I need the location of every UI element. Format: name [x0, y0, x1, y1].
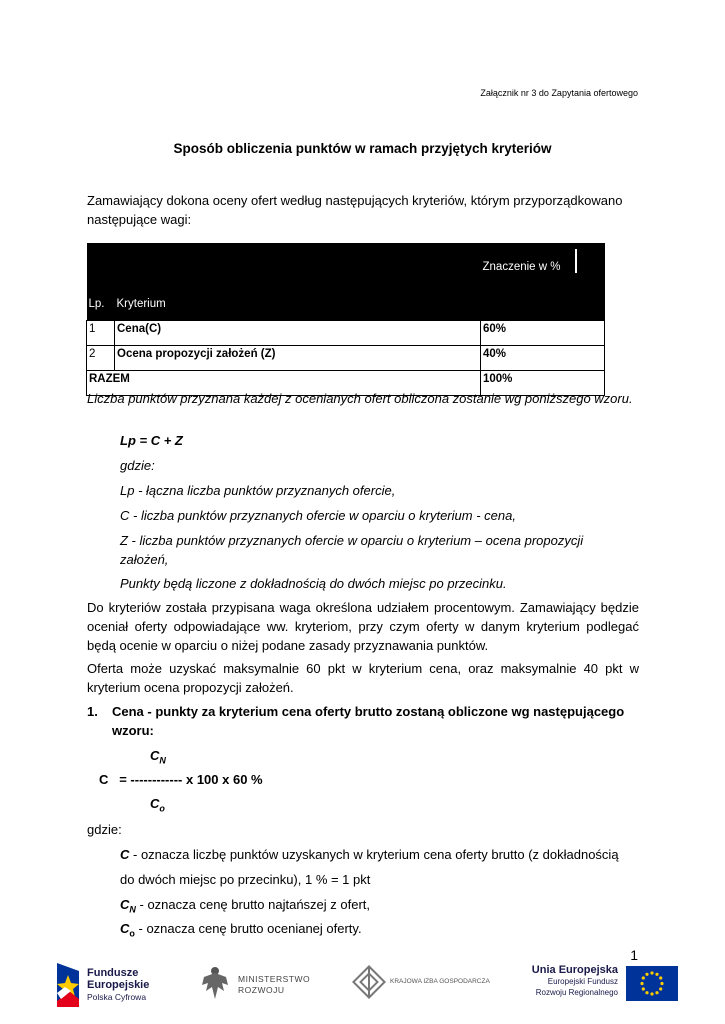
- cell-weight: 40%: [481, 346, 605, 371]
- fe-line1: Fundusze: [87, 967, 139, 979]
- table-row: [87, 346, 605, 371]
- fe-line2: Europejskie: [87, 979, 150, 991]
- numerator-subscript: N: [159, 755, 166, 766]
- denominator-subscript: o: [159, 803, 165, 814]
- fraction-formula: C = ------------ x 100 x 60 %: [99, 772, 263, 787]
- cell-lp: 2: [87, 346, 115, 371]
- formula-where: gdzie:: [120, 458, 155, 473]
- ministerstwo-rozwoju-logo: [200, 963, 310, 1008]
- kig-label: KRAJOWA IZBA GOSPODARCZA: [390, 978, 490, 985]
- fe-line3: Polska Cyfrowa: [87, 992, 147, 1002]
- eu-line1: Unia Europejska: [531, 964, 618, 976]
- cell-criterion: Ocena propozycji założeń (Z): [115, 346, 481, 371]
- co-symbol: C: [120, 921, 130, 936]
- eu-line3: Rozwoju Regionalnego: [535, 988, 618, 997]
- cn-subscript: N: [129, 904, 136, 915]
- page-number: 1: [630, 947, 638, 963]
- co-meaning-text: - oznacza cenę brutto ocenianej oferty.: [134, 921, 362, 936]
- criteria-table: [86, 243, 605, 396]
- intro-paragraph: Zamawiający dokona oceny ofert według następujących kryteriów, którym przyporządkowano następujące wagi:: [87, 193, 623, 227]
- table-row: [87, 321, 605, 346]
- cell-lp: 1: [87, 321, 115, 346]
- kig-logo: [352, 965, 492, 1005]
- fraction-numerator: [150, 746, 166, 771]
- annex-label: Załącznik nr 3 do Zapytania ofertowego: [480, 88, 638, 98]
- formula-intro: Liczba punktów przyznana każdej z ocenianych ofert obliczona zostanie wg poniższego wzoru.: [87, 391, 633, 406]
- c-meaning-line1: [120, 845, 640, 864]
- section-heading: Cena - punkty za kryterium cena oferty brutto zostaną obliczone wg następującego wzoru:: [112, 704, 625, 738]
- header-znaczenie-label: Znaczenie w %: [482, 261, 561, 273]
- section-number: 1.: [87, 704, 98, 719]
- cn-symbol: C: [120, 897, 130, 912]
- weights-paragraph: Do kryteriów została przypisana waga określona udziałem procentowym. Zamawiający będzie oceniał oferty odpowiadające ww. kryteriom, przy czym oferty w danym kryterium podlegać będą ocenie w oparciu o niżej podane zasady przyznawania punktów.: [87, 600, 639, 653]
- lp-definition: Lp - łączna liczba punktów przyznanych ofercie,: [120, 483, 396, 498]
- c-meaning-text: - oznacza liczbę punktów uzyskanych w kryterium cena oferty brutto (z dokładnością: [129, 847, 619, 862]
- cell-criterion: Cena(C): [115, 321, 481, 346]
- c-meaning-line2: do dwóch miejsc po przecinku), 1 % = 1 pkt: [120, 872, 371, 887]
- section-where: gdzie:: [87, 822, 122, 837]
- cell-weight: 60%: [481, 321, 605, 346]
- denominator-symbol: C: [150, 796, 160, 811]
- c-definition: C - liczba punktów przyznanych ofercie w oparciu o kryterium - cena,: [120, 508, 516, 523]
- table-header-row: [87, 243, 605, 321]
- total-value: 100%: [481, 371, 605, 396]
- cn-meaning-text: - oznacza cenę brutto najtańszej z ofert,: [135, 897, 371, 912]
- fe-star-icon: [55, 961, 81, 1009]
- eu-flag-icon: [626, 966, 678, 1001]
- unia-europejska-logo: [528, 965, 680, 1011]
- header-znaczenie: [481, 243, 605, 321]
- ministry-line2: ROZWOJU: [238, 985, 285, 995]
- co-meaning: [120, 919, 362, 944]
- text-cursor-mark: [575, 249, 577, 273]
- max-points-paragraph: Oferta może uzyskać maksymalnie 60 pkt w kryterium cena, oraz maksymalnie 40 pkt w kryterium ocena propozycji założeń.: [87, 661, 639, 695]
- kig-emblem-icon: [352, 965, 386, 999]
- header-kryterium: Kryterium: [115, 243, 481, 321]
- eagle-emblem-icon: [200, 965, 230, 1001]
- rounding-note: Punkty będą liczone z dokładnością do dwóch miejsc po przecinku.: [120, 576, 507, 591]
- page-title: Sposób obliczenia punktów w ramach przyjętych kryteriów: [173, 141, 552, 156]
- co-subscript: o: [129, 928, 135, 939]
- numerator-symbol: C: [150, 748, 160, 763]
- fraction-denominator: [150, 794, 165, 819]
- cn-meaning: [120, 895, 370, 920]
- total-label: RAZEM: [87, 371, 481, 396]
- formula-equation: Lp = C + Z: [120, 433, 183, 448]
- ministry-line1: MINISTERSTWO: [238, 974, 311, 984]
- eu-line2: Europejski Fundusz: [547, 977, 618, 986]
- footer-logos: [0, 955, 725, 1015]
- z-definition: Z - liczba punktów przyznanych ofercie w oparciu o kryterium – ocena propozycji założeń,: [120, 533, 584, 567]
- header-lp: Lp.: [87, 243, 115, 321]
- c-symbol: C: [120, 847, 130, 862]
- fundusze-europejskie-logo: [55, 961, 165, 1011]
